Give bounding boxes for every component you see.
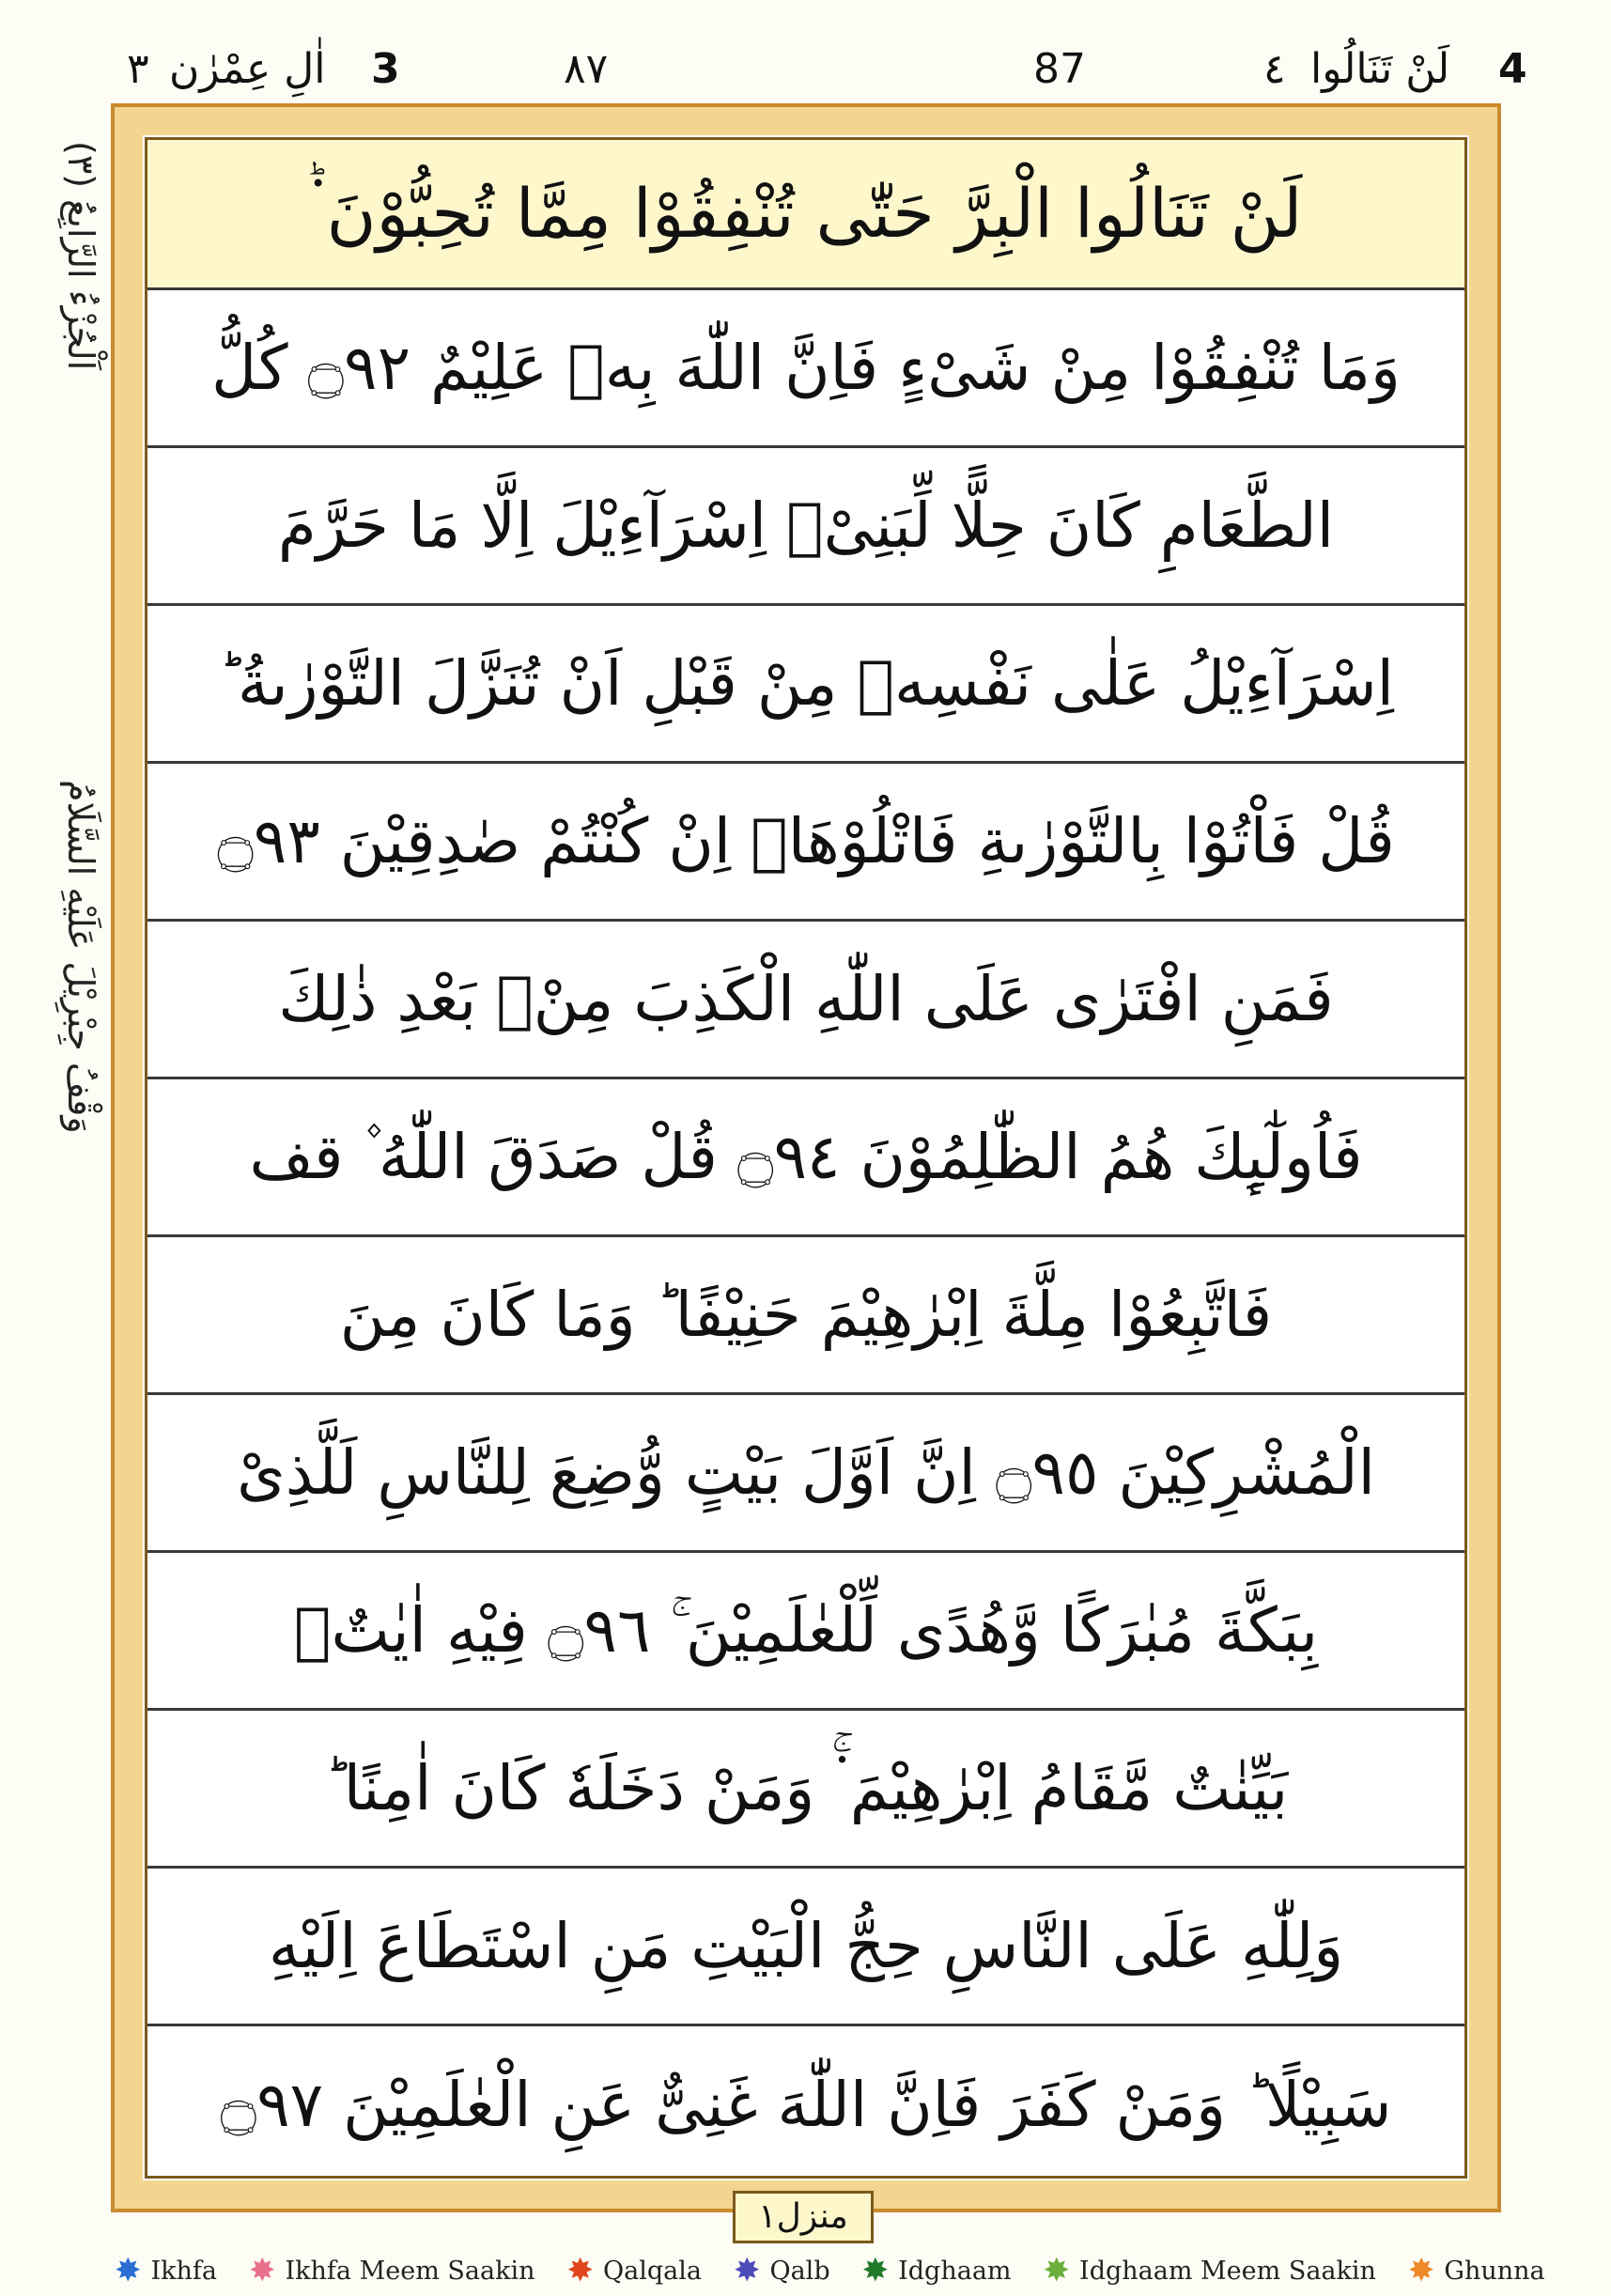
verse-text: وَمَا تُنْفِقُوْا مِنْ شَیْءٍ فَاِنَّ اللّٰهَ بِهٖ عَلِیْمٌ ۝٩٢ كُلُّ [211, 331, 1401, 404]
verse-line-8 [147, 1237, 1464, 1395]
star-icon: ✸ [861, 2252, 890, 2289]
juz-name: لَنْ تَنَالُوا [1310, 45, 1450, 93]
legend-item-qalqala [566, 2252, 702, 2289]
star-icon: ✸ [115, 2252, 142, 2289]
verse-line-3 [147, 448, 1464, 606]
legend-item-idghaam-meem-saakin [1043, 2252, 1376, 2289]
verse-line-11 [147, 1711, 1464, 1869]
waqf-side-label: وَقْفُ جِبْرِيْلَ عَلَيْهِ السَّلَامُ [60, 780, 101, 1134]
verse-line-12 [147, 1869, 1464, 2026]
verse-line-5 [147, 764, 1464, 922]
star-icon: ✸ [249, 2252, 276, 2289]
legend-label: Idghaam Meem Saakin [1079, 2256, 1376, 2286]
verse-text: فَاتَّبِعُوْا مِلَّةَ اِبْرٰهِیْمَ حَنِیْفًا ؕ وَمَا كَانَ مِنَ [339, 1278, 1273, 1351]
verse-text: قُلْ فَاْتُوْا بِالتَّوْرٰىةِ فَاتْلُوْهَاۤ اِنْ كُنْتُمْ صٰدِقِیْنَ ۝٩٣ [217, 804, 1395, 877]
star-icon: ✸ [1043, 2252, 1071, 2289]
legend-item-ikhfa [115, 2252, 218, 2289]
page-number-arabic: ٨٧ [564, 45, 609, 93]
juz-number: 4 [1498, 45, 1527, 93]
juz-number-arabic: ٤ [1263, 45, 1286, 93]
verse-text: سَبِیْلًا ؕ وَمَنْ كَفَرَ فَاِنَّ اللّٰهَ غَنِیٌّ عَنِ الْعٰلَمِیْنَ ۝٩٧ [220, 2069, 1392, 2142]
legend-label: Ikhfa Meem Saakin [285, 2256, 535, 2286]
verse-line-2 [147, 290, 1464, 448]
legend-item-ikhfa-meem-saakin [249, 2252, 535, 2289]
verse-text: بِبَكَّةَ مُبٰرَكًا وَّهُدًى لِّلْعٰلَمِیْنَ ۚ ۝٩٦ فِیْهِ اٰیٰتٌۢ [293, 1593, 1319, 1667]
surah-number: 3 [371, 45, 400, 93]
legend-label: Ghunna [1444, 2256, 1545, 2286]
verse-text: الْمُشْرِكِیْنَ ۝٩٥ اِنَّ اَوَّلَ بَیْتٍ وُّضِعَ لِلنَّاسِ لَلَّذِیْ [237, 1435, 1375, 1509]
verse-text: الطَّعَامِ كَانَ حِلًّا لِّبَنِیْۤ اِسْرَآءِیْلَ اِلَّا مَا حَرَّمَ [277, 489, 1335, 562]
verse-text: بَیِّنٰتٌ مَّقَامُ اِبْرٰهِیْمَ ۬ۚ وَمَنْ دَخَلَهٗ كَانَ اٰمِنًا ؕ [323, 1751, 1289, 1824]
manzil-label: منزل۱ [733, 2191, 874, 2243]
verse-text: لَنْ تَنَالُوا الْبِرَّ حَتّٰى تُنْفِقُوْا مِمَّا تُحِبُّوْنَ ۬ؕ [309, 174, 1303, 254]
verse-line-13 [147, 2026, 1464, 2184]
verse-line-10 [147, 1553, 1464, 1711]
legend-label: Qalb [769, 2256, 830, 2286]
page-header [0, 34, 1611, 109]
page-number: 87 [1033, 45, 1086, 93]
legend-item-ghunna [1407, 2252, 1545, 2289]
juz-side-label: اَلْجُزْءُ الرَّابِعُ (٣) [60, 141, 101, 371]
legend-item-idghaam [861, 2252, 1012, 2289]
verse-line-4 [147, 606, 1464, 764]
star-icon: ✸ [566, 2252, 594, 2289]
verse-text: وَلِلّٰهِ عَلَى النَّاسِ حِجُّ الْبَیْتِ مَنِ اسْتَطَاعَ اِلَیْهِ [268, 1909, 1344, 1982]
legend-label: Ikhfa [150, 2256, 218, 2286]
star-icon: ✸ [1407, 2252, 1435, 2289]
verse-text: اِسْرَآءِیْلُ عَلٰى نَفْسِهٖ مِنْ قَبْلِ اَنْ تُنَزَّلَ التَّوْرٰىةُ ؕ [217, 646, 1395, 720]
surah-name: اٰلِ عِمْرٰن [169, 45, 326, 93]
legend-item-qalb [733, 2252, 830, 2289]
verse-line-6 [147, 922, 1464, 1079]
legend-label: Idghaam [898, 2256, 1012, 2286]
tajweed-legend [115, 2251, 1545, 2290]
verse-line-7 [147, 1079, 1464, 1237]
surah-number-arabic: ٣ [127, 45, 149, 93]
verse-line-9 [147, 1395, 1464, 1553]
verse-line-1 [147, 140, 1464, 290]
verse-text: فَاُولٰٓىِٕكَ هُمُ الظّٰلِمُوْنَ ۝٩٤ قُلْ صَدَقَ اللّٰهُ ۫ قف [249, 1120, 1363, 1193]
verse-text: فَمَنِ افْتَرٰى عَلَى اللّٰهِ الْكَذِبَ مِنْۢ بَعْدِ ذٰلِكَ [278, 962, 1334, 1035]
legend-label: Qalqala [602, 2256, 702, 2286]
star-icon: ✸ [733, 2252, 761, 2289]
